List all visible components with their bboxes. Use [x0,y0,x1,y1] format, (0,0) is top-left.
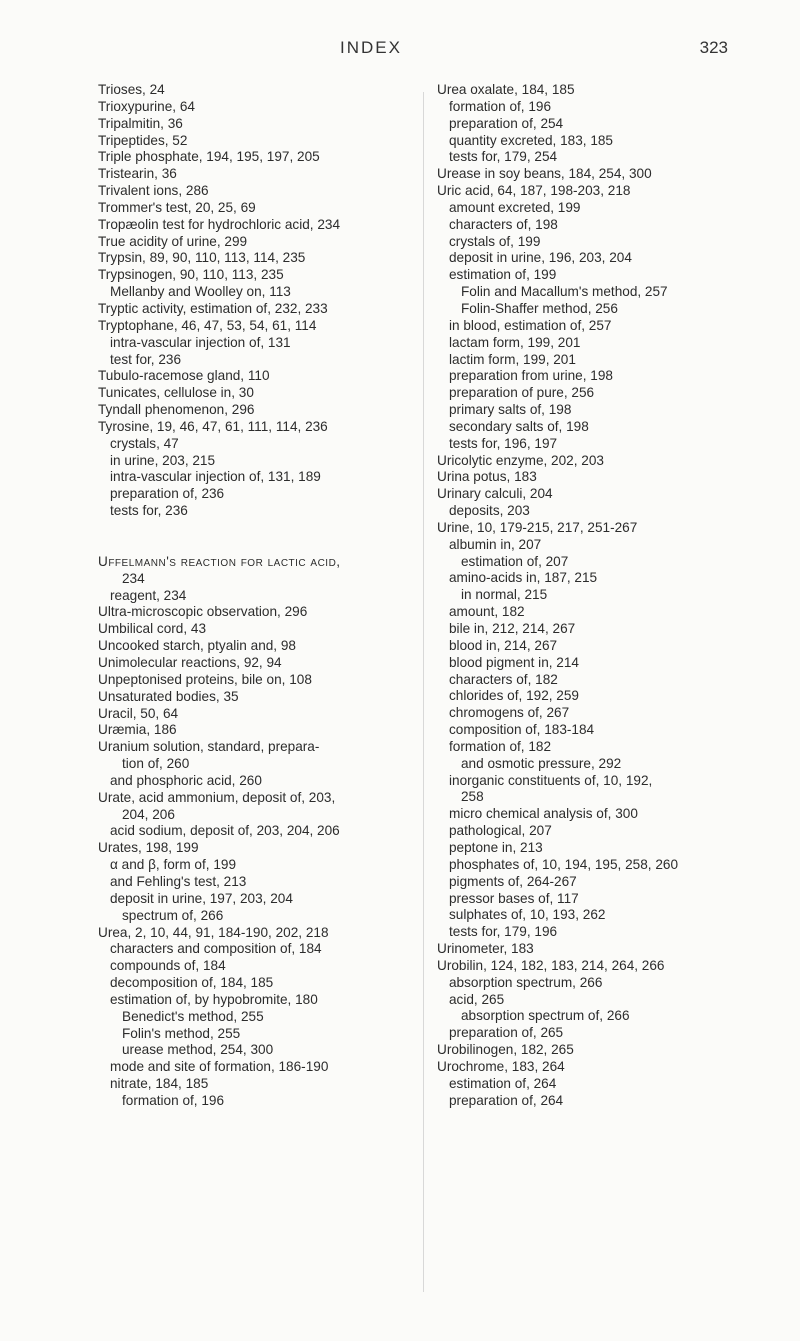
letter-gap [98,520,416,554]
index-entry: Tryptic activity, estimation of, 232, 233 [98,300,328,316]
index-subentry: decomposition of, 184, 185 [110,975,274,991]
index-entry: Uric acid, 64, 187, 198-203, 218 [437,183,631,199]
index-entry-continuation: 234 [122,570,145,586]
index-entry: Tripeptides, 52 [98,132,188,148]
index-subentry: amount excreted, 199 [449,199,581,215]
index-entry: Trivalent ions, 286 [98,183,209,199]
index-subentry: in normal, 215 [461,587,548,603]
index-entry: Urobilinogen, 182, 265 [437,1042,574,1058]
index-entry: Tristearin, 36 [98,166,177,182]
index-entry: Uracil, 50, 64 [98,705,179,721]
index-subentry: crystals, 47 [110,435,179,451]
index-entry: Uræmia, 186 [98,722,177,738]
index-subentry: preparation of pure, 256 [449,385,595,401]
index-entry: Urochrome, 183, 264 [437,1058,565,1074]
index-subentry: absorption spectrum, 266 [449,974,603,990]
index-entry: Triple phosphate, 194, 195, 197, 205 [98,149,320,165]
index-entry: Tubulo-racemose gland, 110 [98,368,270,384]
index-subentry: urease method, 254, 300 [122,1042,274,1058]
index-subentry: quantity excreted, 183, 185 [449,132,613,148]
index-subentry: and osmotic pressure, 292 [461,755,622,771]
index-subentry: in blood, estimation of, 257 [449,317,612,333]
index-subentry: preparation of, 236 [110,486,225,502]
index-entry-continuation: tion of, 260 [122,756,190,772]
index-subentry: acid sodium, deposit of, 203, 204, 206 [110,823,340,839]
index-subentry: characters of, 182 [449,671,558,687]
index-entry: Uranium solution, standard, prepara- [98,739,320,755]
index-subentry: blood pigment in, 214 [449,654,579,670]
index-entry: Urine, 10, 179-215, 217, 251-267 [437,519,638,535]
index-entry: Urate, acid ammonium, deposit of, 203, [98,789,336,805]
index-subentry: estimation of, 207 [461,553,569,569]
index-subentry: absorption spectrum of, 266 [461,1008,630,1024]
index-subentry: albumin in, 207 [449,536,542,552]
page-header [0,38,800,68]
index-subentry: phosphates of, 10, 194, 195, 258, 260 [449,856,679,872]
index-subentry: crystals of, 199 [449,233,541,249]
index-subentry: lactim form, 199, 201 [449,351,576,367]
index-subentry: deposit in urine, 196, 203, 204 [449,250,632,266]
index-subentry: amount, 182 [449,604,525,620]
index-column-left [98,82,416,1110]
page-number: 323 [699,38,728,57]
index-subentry: formation of, 196 [449,98,552,114]
index-subentry: Folin's method, 255 [122,1025,241,1041]
index-subentry: sulphates of, 10, 193, 262 [449,907,606,923]
index-subentry: preparation from urine, 198 [449,368,613,384]
index-subentry: Benedict's method, 255 [122,1008,264,1024]
index-entry: Uncooked starch, ptyalin and, 98 [98,638,296,654]
index-entry: Ultra-microscopic observation, 296 [98,604,308,620]
index-entry: Urease in soy beans, 184, 254, 300 [437,166,652,182]
index-subentry: Mellanby and Woolley on, 113 [110,284,291,300]
index-entry: Urates, 198, 199 [98,840,199,856]
index-subentry: estimation of, 199 [449,267,557,283]
index-entry: True acidity of urine, 299 [98,233,248,249]
index-column-right [437,82,767,1109]
index-subentry: and Fehling's test, 213 [110,873,247,889]
index-subentry: micro chemical analysis of, 300 [449,806,638,822]
index-subentry: formation of, 182 [449,738,552,754]
index-entry: Trommer's test, 20, 25, 69 [98,199,256,215]
index-subentry: compounds of, 184 [110,958,226,974]
index-entry-continuation: 204, 206 [122,806,175,822]
index-subentry: deposit in urine, 197, 203, 204 [110,890,293,906]
column-divider [423,92,424,1292]
index-subentry: preparation of, 265 [449,1025,564,1041]
index-entry: Urinometer, 183 [437,941,534,957]
index-subentry: deposits, 203 [449,503,530,519]
index-entry: Umbilical cord, 43 [98,621,207,637]
index-subentry: inorganic constituents of, 10, 192, [449,772,653,788]
index-entry: Uffelmann's reaction for lactic acid, [98,553,341,569]
index-subentry: spectrum of, 266 [122,907,224,923]
index-subentry: estimation of, by hypobromite, 180 [110,991,318,1007]
index-subentry: pathological, 207 [449,823,552,839]
index-subentry: intra-vascular injection of, 131, 189 [110,469,321,485]
index-subentry: bile in, 212, 214, 267 [449,621,576,636]
index-entry-continuation: 258 [461,789,484,805]
index-subentry: estimation of, 264 [449,1075,557,1091]
index-subentry: preparation of, 264 [449,1092,564,1108]
index-subentry: pressor bases of, 117 [449,890,579,906]
running-title: INDEX [340,38,402,57]
index-subentry: amino-acids in, 187, 215 [449,570,598,586]
index-entry: Uricolytic enzyme, 202, 203 [437,452,604,468]
index-subentry: lactam form, 199, 201 [449,334,581,350]
index-subentry: reagent, 234 [110,587,187,603]
index-subentry: blood in, 214, 267 [449,637,558,653]
index-entry: Urobilin, 124, 182, 183, 214, 264, 266 [437,957,665,973]
index-subentry: composition of, 183-184 [449,722,595,738]
index-subentry: nitrate, 184, 185 [110,1076,209,1092]
index-entry: Tunicates, cellulose in, 30 [98,385,254,401]
index-subentry: secondary salts of, 198 [449,418,589,434]
index-subentry: tests for, 236 [110,503,188,519]
index-subentry: preparation of, 254 [449,115,564,131]
index-subentry: intra-vascular injection of, 131 [110,334,291,350]
index-entry: Urea oxalate, 184, 185 [437,82,575,97]
index-subentry: formation of, 196 [122,1092,225,1108]
index-subentry: Folin and Macallum's method, 257 [461,284,668,300]
index-entry: Unpeptonised proteins, bile on, 108 [98,671,312,687]
index-entry: Urina potus, 183 [437,469,537,485]
index-subentry: and phosphoric acid, 260 [110,772,262,788]
index-subentry: α and β, form of, 199 [110,857,237,873]
index-entry: Tryptophane, 46, 47, 53, 54, 61, 114 [98,317,317,333]
index-subentry: characters and composition of, 184 [110,941,322,957]
index-subentry: primary salts of, 198 [449,402,572,418]
index-entry: Tyrosine, 19, 46, 47, 61, 111, 114, 236 [98,418,328,434]
index-subentry: Folin-Shaffer method, 256 [461,300,618,316]
index-entry: Trioses, 24 [98,82,165,97]
index-entry: Tropæolin test for hydrochloric acid, 234 [98,216,341,232]
index-subentry: acid, 265 [449,991,505,1007]
index-entry: Urinary calculi, 204 [437,486,553,502]
index-subentry: in urine, 203, 215 [110,452,216,468]
index-entry: Urea, 2, 10, 44, 91, 184-190, 202, 218 [98,924,329,940]
index-subentry: pigments of, 264-267 [449,873,577,889]
index-entry: Trypsin, 89, 90, 110, 113, 114, 235 [98,250,306,266]
index-entry: Trypsinogen, 90, 110, 113, 235 [98,267,284,283]
index-subentry: test for, 236 [110,351,182,367]
index-subentry: chromogens of, 267 [449,705,570,721]
index-entry: Trioxypurine, 64 [98,98,195,114]
index-subentry: mode and site of formation, 186-190 [110,1059,329,1075]
index-subentry: characters of, 198 [449,216,558,232]
index-subentry: tests for, 179, 254 [449,149,558,165]
index-subentry: tests for, 196, 197 [449,435,558,451]
index-entry: Unsaturated bodies, 35 [98,688,239,704]
index-entry: Tyndall phenomenon, 296 [98,402,255,418]
index-subentry: tests for, 179, 196 [449,924,558,940]
index-subentry: peptone in, 213 [449,839,543,855]
index-subentry: chlorides of, 192, 259 [449,688,579,704]
index-entry: Tripalmitin, 36 [98,115,183,131]
index-entry: Unimolecular reactions, 92, 94 [98,655,282,670]
